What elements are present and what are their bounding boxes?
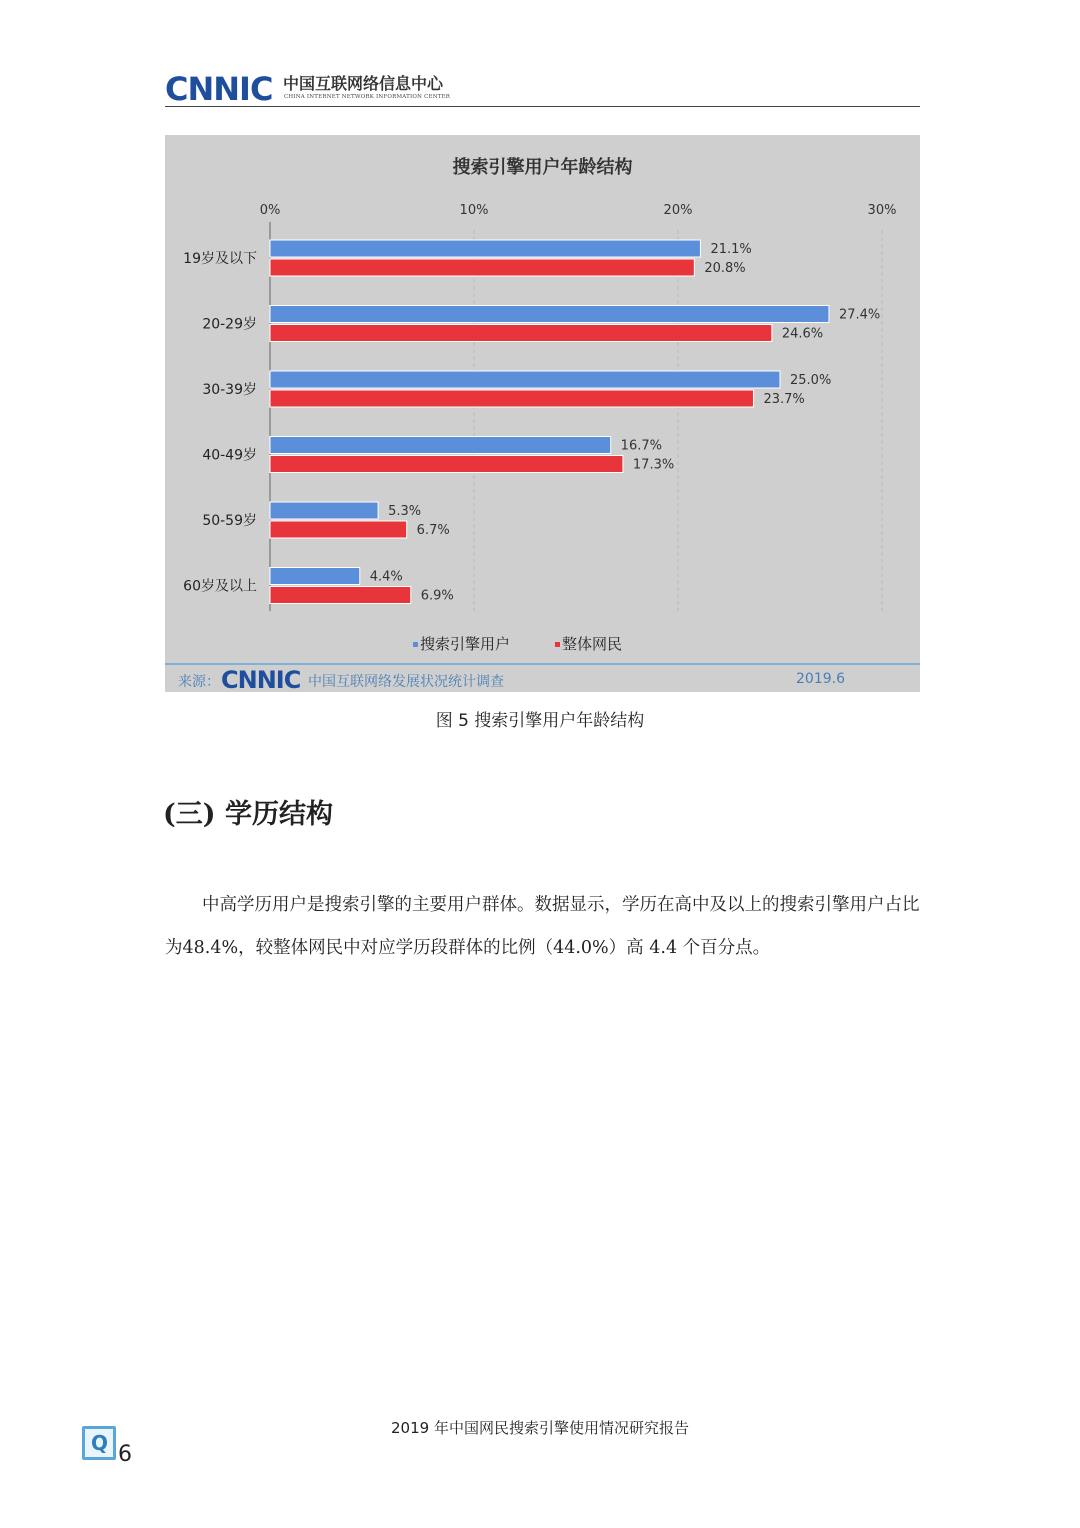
data-label: 6.7% bbox=[416, 523, 450, 538]
bar-all-netizens bbox=[270, 587, 411, 604]
bar-search-users bbox=[270, 371, 780, 388]
body-paragraph: 中高学历用户是搜索引擎的主要用户群体。数据显示，学历在高中及以上的搜索引擎用户占比为48.4%，较整体网民中对应学历段群体的比例（44.0%）高 4.4 个百分点。 bbox=[165, 895, 920, 958]
cnnic-logo: CNNIC bbox=[165, 70, 273, 108]
footer-title: 2019 年中国网民搜索引擎使用情况研究报告 bbox=[391, 1419, 689, 1437]
legend-swatch bbox=[555, 642, 560, 647]
legend-label: 搜索引擎用户 bbox=[420, 635, 511, 653]
bar-all-netizens bbox=[270, 521, 407, 538]
category-label: 40-49岁 bbox=[202, 447, 257, 464]
data-label: 17.3% bbox=[632, 457, 675, 473]
bar-all-netizens bbox=[270, 456, 623, 473]
page-header bbox=[165, 72, 920, 107]
legend-swatch bbox=[413, 642, 418, 647]
data-label: 27.4% bbox=[838, 307, 881, 323]
data-label: 24.6% bbox=[781, 326, 824, 342]
chart-title: 搜索引擎用户年龄结构 bbox=[452, 157, 633, 178]
page-number: 6 bbox=[118, 1442, 132, 1467]
category-label: 19岁及以下 bbox=[183, 251, 257, 267]
category-label: 20-29岁 bbox=[202, 316, 257, 333]
bar-all-netizens bbox=[270, 390, 753, 407]
chart-panel bbox=[165, 135, 920, 692]
legend-label: 整体网民 bbox=[562, 635, 623, 653]
category-label: 60岁及以上 bbox=[183, 578, 257, 595]
bar-all-netizens bbox=[270, 259, 694, 276]
data-label: 23.7% bbox=[763, 392, 805, 407]
bar-all-netizens bbox=[270, 325, 772, 342]
bar-search-users bbox=[270, 240, 700, 257]
figure-caption: 图 5 搜索引擎用户年龄结构 bbox=[435, 711, 645, 731]
data-label: 6.9% bbox=[420, 588, 454, 604]
data-label: 20.8% bbox=[704, 261, 746, 276]
bar-search-users bbox=[270, 306, 829, 323]
data-label: 25.0% bbox=[790, 373, 832, 388]
data-label: 16.7% bbox=[620, 438, 662, 454]
source-bar bbox=[165, 663, 920, 694]
source-label: 来源： bbox=[178, 674, 220, 690]
data-label: 4.4% bbox=[369, 569, 403, 585]
section-title: (三) 学历结构 bbox=[163, 799, 333, 830]
x-tick-label: 10% bbox=[459, 203, 489, 218]
bar-search-users bbox=[270, 502, 378, 519]
org-name-en: CHINA INTERNET NETWORK INFORMATION CENTER bbox=[284, 94, 451, 100]
bar-search-users bbox=[270, 437, 611, 454]
source-date: 2019.6 bbox=[796, 671, 845, 687]
source-logo: CNNIC bbox=[221, 666, 301, 694]
data-label: 21.1% bbox=[710, 242, 752, 257]
x-tick-label: 0% bbox=[259, 203, 281, 218]
data-label: 5.3% bbox=[388, 504, 422, 519]
x-tick-label: 20% bbox=[663, 203, 693, 218]
category-label: 30-39岁 bbox=[202, 382, 257, 398]
bar-search-users bbox=[270, 568, 360, 585]
category-label: 50-59岁 bbox=[202, 513, 257, 529]
org-name: 中国互联网络信息中心 bbox=[283, 74, 444, 93]
x-tick-label: 30% bbox=[867, 203, 897, 218]
search-icon: Q bbox=[82, 1426, 116, 1460]
source-text: 中国互联网络发展状况统计调查 bbox=[308, 674, 504, 690]
bar-chart bbox=[165, 135, 920, 663]
